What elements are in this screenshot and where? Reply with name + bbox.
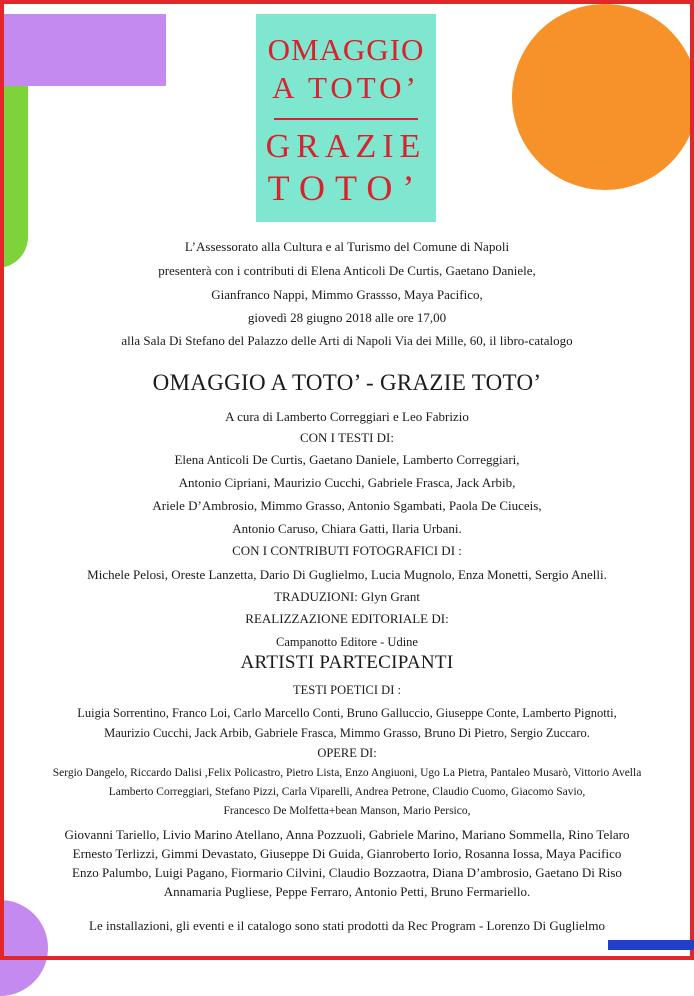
works-line: Ernesto Terlizzi, Gimmi Devastato, Giuseppe Di Guida, Gianroberto Iorio, Rosanna Iossa, Maya Pacifico [72, 846, 622, 861]
artists-heading: ARTISTI PARTECIPANTI [240, 652, 454, 673]
photo-names: Michele Pelosi, Oreste Lanzetta, Dario Di Guglielmo, Lucia Mugnolo, Enza Monetti, Sergio Anelli. [87, 567, 607, 582]
book-cover [256, 14, 436, 222]
curators: A cura di Lamberto Correggiari e Leo Fabrizio [225, 409, 469, 424]
texts-heading: CON I TESTI DI: [299, 430, 394, 445]
cover-divider [274, 118, 418, 120]
photo-heading: CON I CONTRIBUTI FOTOGRAFICI DI : [232, 543, 462, 558]
texts-line: Antonio Caruso, Chiara Gatti, Ilaria Urbani. [232, 521, 462, 536]
works-line: Annamaria Pugliese, Peppe Ferraro, Antonio Petti, Bruno Fermariello. [163, 884, 531, 899]
works-line: Lamberto Correggiari, Stefano Pizzi, Carla Viparelli, Andrea Petrone, Claudio Cuomo, Giacomo Savio, [108, 786, 586, 798]
intro-line: presenterà con i contributi di Elena Anticoli De Curtis, Gaetano Daniele, [158, 263, 536, 278]
cover-line-2: A TOTO’ [272, 70, 420, 105]
texts-line: Ariele D’Ambrosio, Mimmo Grasso, Antonio Sgambati, Paola De Ciuceis, [152, 498, 542, 513]
poetic-heading: TESTI POETICI DI : [293, 683, 401, 697]
editorial-heading: REALIZZAZIONE EDITORIALE DI: [245, 611, 449, 626]
works-heading: OPERE DI: [317, 746, 377, 760]
book-title: OMAGGIO A TOTO’ - GRAZIE TOTO’ [152, 370, 542, 395]
texts-line: Antonio Cipriani, Maurizio Cucchi, Gabriele Frasca, Jack Arbib, [178, 475, 516, 490]
translations: TRADUZIONI: Glyn Grant [274, 589, 420, 604]
cover-line-3: GRAZIE [265, 128, 427, 165]
publisher: Campanotto Editore - Udine [276, 635, 418, 649]
poets-line: Maurizio Cucchi, Jack Arbib, Gabriele Frasca, Mimmo Grasso, Bruno Di Pietro, Sergio Zuccaro. [104, 726, 590, 740]
works-line: Enzo Palumbo, Luigi Pagano, Fiormario Cilvini, Claudio Bozzaotra, Diana D’ambrosio, Gaetano Di Riso [72, 865, 622, 880]
texts-line: Elena Anticoli De Curtis, Gaetano Daniele, Lamberto Correggiari, [174, 452, 520, 467]
works-line: Francesco De Molfetta+bean Manson, Mario Persico, [223, 805, 471, 817]
blue-bar [608, 940, 694, 950]
cover-line-1: OMAGGIO [267, 32, 425, 67]
intro-line: Gianfranco Nappi, Mimmo Grassso, Maya Pacifico, [211, 287, 483, 302]
works-line: Giovanni Tariello, Livio Marino Atellano, Anna Pozzuoli, Gabriele Marino, Mariano Sommella, Rino Telaro [64, 827, 630, 842]
poets-line: Luigia Sorrentino, Franco Loi, Carlo Marcello Conti, Bruno Galluccio, Giuseppe Conte, Lamberto Pignotti, [77, 706, 617, 720]
footer-credits: Le installazioni, gli eventi e il catalogo sono stati prodotti da Rec Program - Lorenzo Di Guglielmo [89, 918, 605, 933]
cover-line-4: TOTO’ [267, 168, 425, 208]
intro-line: L’Assessorato alla Cultura e al Turismo del Comune di Napoli [184, 239, 510, 254]
intro-line: giovedì 28 giugno 2018 alle ore 17,00 [247, 310, 447, 325]
intro-line: alla Sala Di Stefano del Palazzo delle Arti di Napoli Via dei Mille, 60, il libro-catalogo [121, 333, 573, 348]
works-line: Sergio Dangelo, Riccardo Dalisi ,Felix Policastro, Pietro Lista, Enzo Angiuoni, Ugo La Pietra, Pantaleo Musarò, Vittorio Avella [52, 767, 642, 779]
